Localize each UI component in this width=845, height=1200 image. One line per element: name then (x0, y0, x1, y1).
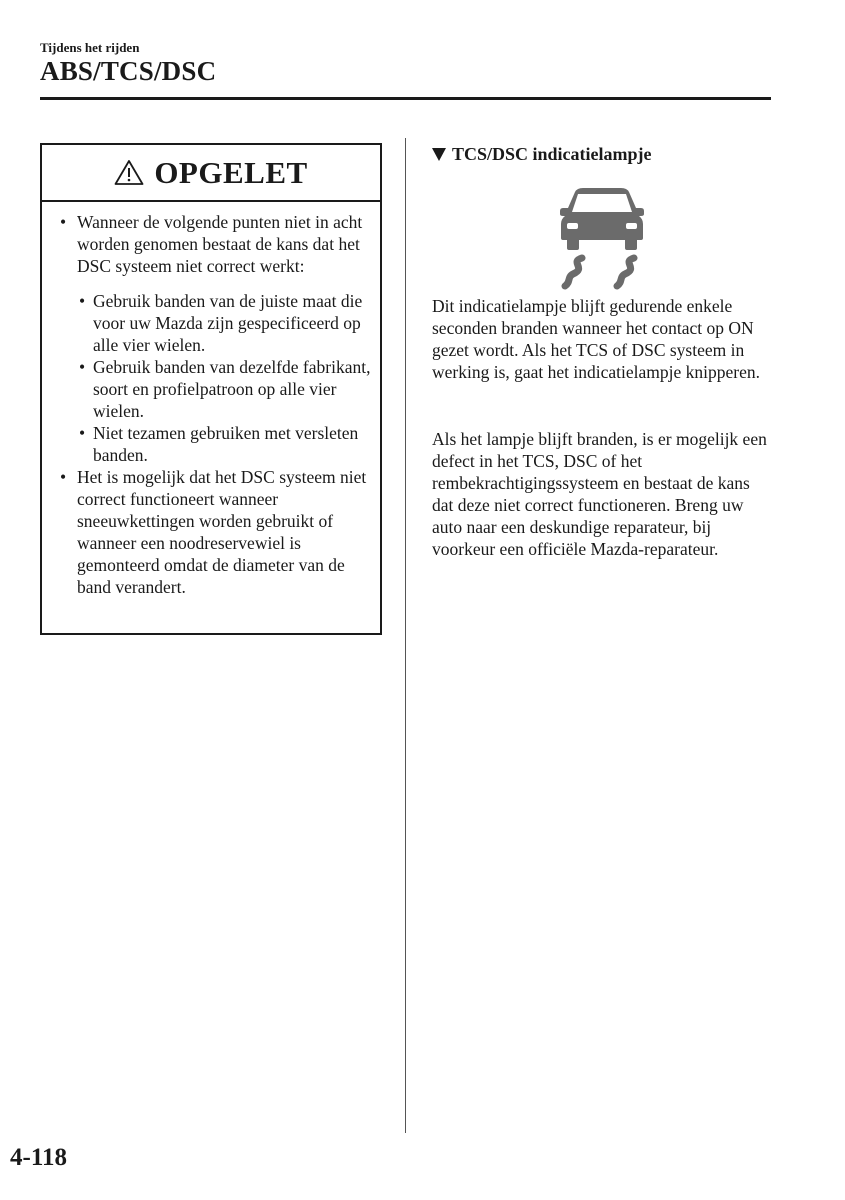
warning-item-text: Het is mogelijk dat het DSC systeem niet correct functioneert wanneer sneeuwkettingen worden gebruikt of wanneer een noodreservewiel is gemonteerd omdat de diameter van de band verandert. (77, 467, 367, 597)
warning-triangle-icon (114, 159, 144, 186)
bullet-icon: • (60, 212, 67, 232)
indicator-paragraph: Dit indicatielampje blijft gedurende enkele seconden branden wanneer het contact op ON gezet wordt. Als het TCS of DSC systeem in werking is, gaat het indicatielampje knipperen. (432, 296, 761, 382)
chapter-title: ABS/TCS/DSC (40, 56, 217, 86)
warning-sub-item (77, 422, 378, 466)
section-label: Tijdens het rijden (40, 40, 140, 55)
warning-header (42, 145, 380, 202)
warning-list (58, 211, 378, 598)
skidding-car-indicator-icon (557, 186, 647, 290)
warning-title: OPGELET (154, 154, 308, 190)
indicator-heading (432, 144, 652, 165)
triangle-down-marker-icon (432, 148, 446, 161)
indicator-heading-text: TCS/DSC indicatielampje (452, 144, 652, 164)
bullet-icon: • (60, 467, 67, 487)
bullet-icon: • (79, 291, 86, 311)
column-divider (405, 138, 406, 1133)
warning-item (58, 466, 378, 598)
warning-item (58, 211, 378, 466)
bullet-icon: • (79, 423, 86, 443)
warning-item-text: Wanneer de volgende punten niet in acht worden genomen bestaat de kans dat het DSC systeem niet correct werkt: (77, 212, 363, 276)
header-rule (40, 97, 771, 100)
warning-sub-item-text: Gebruik banden van de juiste maat die voor uw Mazda zijn gespecificeerd op alle vier wielen. (93, 291, 363, 355)
bullet-icon: • (79, 357, 86, 377)
warning-sub-item-text: Niet tezamen gebruiken met versleten banden. (93, 423, 359, 465)
warning-sub-list (77, 290, 378, 466)
warning-sub-item-text: Gebruik banden van dezelfde fabrikant, soort en profielpatroon op alle vier wielen. (93, 357, 371, 421)
warning-box (40, 143, 382, 635)
warning-sub-item (77, 356, 378, 422)
indicator-paragraph: Als het lampje blijft branden, is er mogelijk een defect in het TCS, DSC of het rembekrachtigingssysteem en bestaat de kans dat deze niet correct functioneren. Breng uw auto naar een deskundige reparateur, bij voorkeur een officiële Mazda-reparateur. (432, 429, 767, 559)
warning-sub-item (77, 290, 378, 356)
page-number: 4-118 (10, 1144, 67, 1171)
